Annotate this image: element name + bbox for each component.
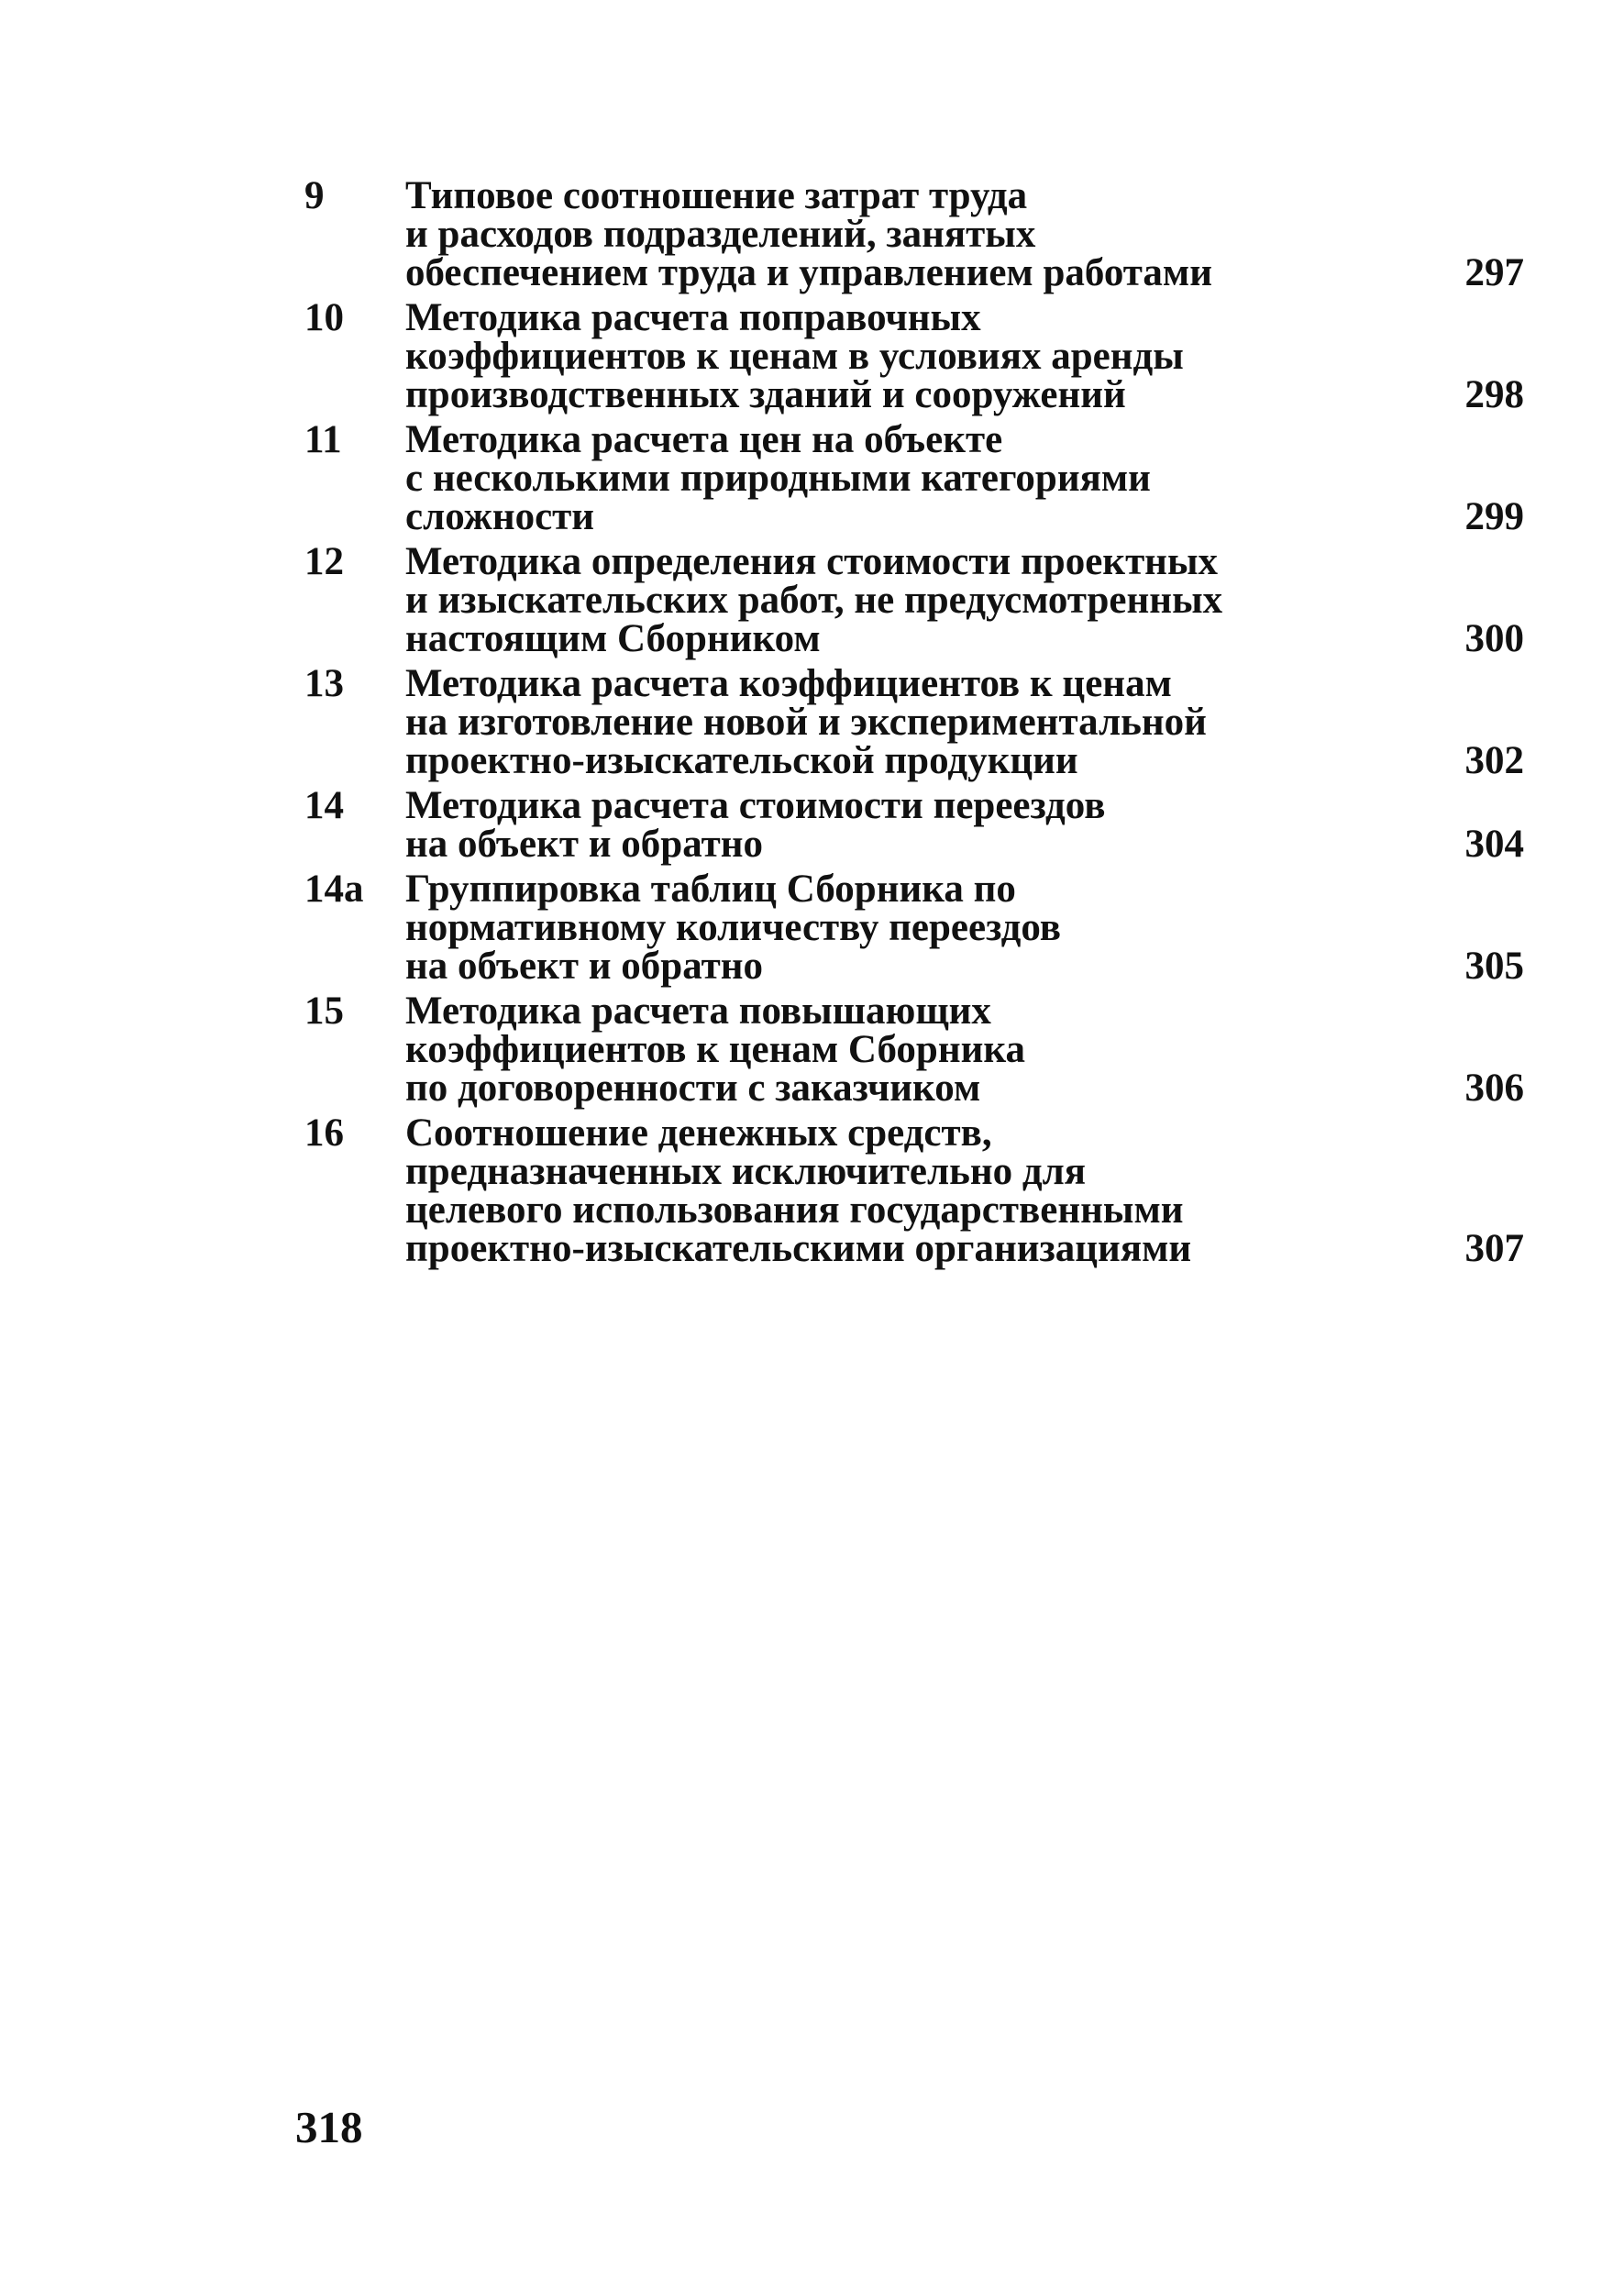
entry-title-line: и расходов подразделений, занятых [405, 213, 1036, 256]
entry-title-line: Методика расчета поправочных [405, 296, 981, 339]
entry-title [405, 418, 1350, 538]
entry-title-line: на объект и обратно [405, 945, 763, 988]
entry-title-line: обеспечением труда и управлением работами [405, 251, 1212, 294]
entry-title-line: коэффициентов к ценам в условиях аренды [405, 335, 1184, 378]
entry-number: 11 [304, 418, 342, 461]
entry-title-line: Методика расчета стоимости переездов [405, 784, 1106, 827]
toc-entry [304, 540, 1524, 660]
entry-number: 14а [304, 868, 364, 911]
entry-page: 297 [1464, 251, 1524, 294]
entry-title [405, 1111, 1350, 1270]
toc-entry [304, 992, 1524, 1108]
entry-number: 15 [304, 990, 344, 1033]
entry-title [405, 784, 1350, 866]
toc-entry [304, 870, 1524, 986]
entry-page: 305 [1464, 945, 1524, 988]
entry-title-line: Методика определения стоимости проектных [405, 540, 1219, 583]
entry-title-line: коэффициентов к ценам Сборника [405, 1028, 1026, 1071]
entry-title-line: проектно-изыскательской продукции [405, 739, 1078, 782]
entry-page: 298 [1464, 373, 1524, 416]
entry-title-line: нормативному количеству переездов [405, 906, 1062, 949]
entry-title [405, 662, 1350, 782]
toc-entry [304, 662, 1524, 782]
toc-entry [304, 296, 1524, 416]
entry-title [405, 174, 1350, 294]
entry-page: 300 [1464, 617, 1524, 660]
entry-title-line: Соотношение денежных средств, [405, 1111, 992, 1155]
entry-page: 304 [1464, 823, 1524, 866]
toc-entry [304, 418, 1524, 538]
entry-title [405, 296, 1350, 416]
entry-title-line: Группировка таблиц Сборника по [405, 868, 1016, 911]
entry-title-line: Методика расчета цен на объекте [405, 418, 1003, 461]
entry-page: 307 [1464, 1227, 1524, 1270]
toc-entry [304, 1111, 1524, 1270]
entry-title-line: на изготовление новой и экспериментальной [405, 701, 1207, 744]
entry-title-line: Методика расчета коэффициентов к ценам [405, 662, 1172, 705]
entry-title-line: и изыскательских работ, не предусмотренных [405, 579, 1223, 622]
entry-title [405, 992, 1350, 1108]
entry-page: 299 [1464, 495, 1524, 538]
entry-title-line: с несколькими природными категориями [405, 457, 1151, 500]
entry-number: 10 [304, 296, 344, 339]
entry-number: 16 [304, 1111, 344, 1155]
entry-title-line: сложности [405, 495, 595, 538]
entry-title-line: целевого использования государственными [405, 1189, 1184, 1232]
entry-title-line: проектно-изыскательскими организациями [405, 1227, 1192, 1270]
entry-title [405, 540, 1350, 660]
entry-title-line: настоящим Сборником [405, 617, 821, 660]
entry-number: 13 [304, 662, 344, 705]
entry-title-line: на объект и обратно [405, 823, 763, 866]
entry-number: 12 [304, 540, 344, 583]
entry-number: 14 [304, 784, 344, 827]
entry-title [405, 870, 1350, 986]
toc-entry [304, 174, 1524, 294]
page-number: 318 [295, 2102, 363, 2152]
entry-title-line: Методика расчета повышающих [405, 990, 991, 1033]
table-of-contents [304, 174, 1524, 1275]
entry-title-line: производственных зданий и сооружений [405, 373, 1126, 416]
entry-page: 306 [1464, 1067, 1524, 1110]
entry-title-line: Типовое соотношение затрат труда [405, 174, 1028, 217]
entry-title-line: по договоренности с заказчиком [405, 1067, 981, 1110]
entry-number: 9 [304, 174, 325, 217]
entry-title-line: предназначенных исключительно для [405, 1150, 1087, 1193]
toc-entry [304, 784, 1524, 866]
entry-page: 302 [1464, 739, 1524, 782]
